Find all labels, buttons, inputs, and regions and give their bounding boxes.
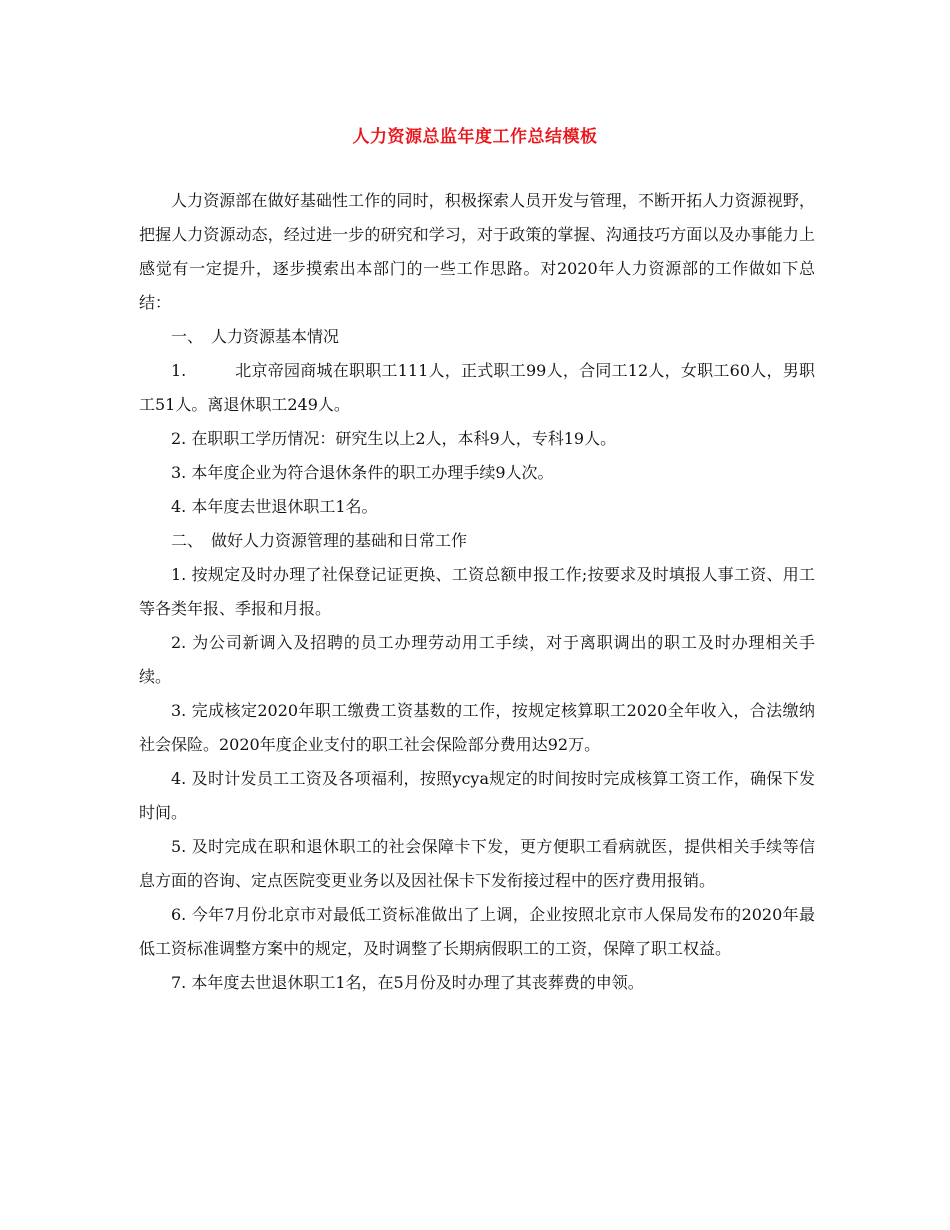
list-item: 7. 本年度去世退休职工1名，在5月份及时办理了其丧葬费的申领。 <box>171 973 644 992</box>
list-item: 4. 及时计发员工工资及各项福利，按照ycya规定的时间按时完成核算工资工作，确保下发时间。 <box>139 769 815 822</box>
paragraph-intro: 人力资源部在做好基础性工作的同时，积极探索人员开发与管理，不断开拓人力资源视野，把握人力资源动态，经过进一步的研究和学习，对于政策的掌握、沟通技巧方面以及办事能力上感觉有一定提升，逐步摸索出本部门的一些工作思路。对2020年人力资源部的工作做如下总结： <box>139 191 815 312</box>
list-item: 2. 在职职工学历情况：研究生以上2人，本科9人，专科19人。 <box>171 429 617 448</box>
list-item: 4. 本年度去世退休职工1名。 <box>171 497 378 516</box>
list-item: 1. 北京帝园商城在职职工111人，正式职工99人，合同工12人，女职工60人，男职工51人。离退休职工249人。 <box>139 361 815 414</box>
list-item: 6. 今年7月份北京市对最低工资标准做出了上调，企业按照北京市人保局发布的2020年最低工资标准调整方案中的规定，及时调整了长期病假职工的工资，保障了职工权益。 <box>139 905 815 958</box>
section-heading-1: 一、 人力资源基本情况 <box>171 327 340 346</box>
document-title: 人力资源总监年度工作总结模板 <box>352 127 598 147</box>
section-heading-2: 二、 做好人力资源管理的基础和日常工作 <box>171 531 468 550</box>
list-item: 3. 完成核定2020年职工缴费工资基数的工作，按规定核算职工2020全年收入，合法缴纳社会保险。2020年度企业支付的职工社会保险部分费用达92万。 <box>139 701 815 754</box>
list-item: 1. 按规定及时办理了社保登记证更换、工资总额申报工作;按要求及时填报人事工资、用工等各类年报、季报和月报。 <box>139 565 815 618</box>
document-body <box>139 184 815 1000</box>
list-item: 2. 为公司新调入及招聘的员工办理劳动用工手续，对于离职调出的职工及时办理相关手续。 <box>139 633 815 686</box>
list-item: 3. 本年度企业为符合退休条件的职工办理手续9人次。 <box>171 463 554 482</box>
list-item: 5. 及时完成在职和退休职工的社会保障卡下发，更方便职工看病就医，提供相关手续等信息方面的咨询、定点医院变更业务以及因社保卡下发衔接过程中的医疗费用报销。 <box>139 837 815 890</box>
